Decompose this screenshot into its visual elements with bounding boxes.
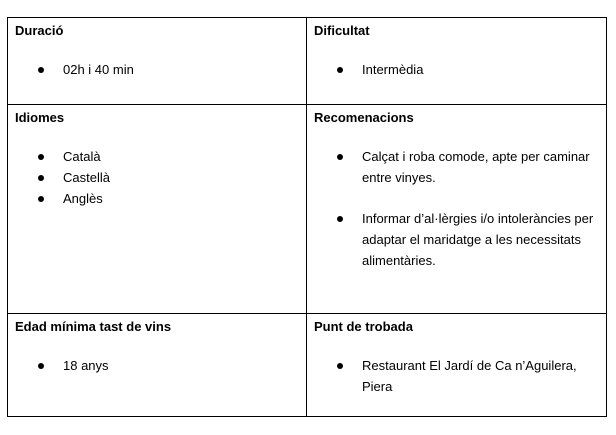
bullet-icon — [337, 216, 343, 222]
recommendations-cell — [307, 105, 607, 314]
languages-title: Idiomes — [15, 110, 65, 125]
duration-list — [15, 59, 298, 80]
meeting-point-list — [314, 355, 598, 397]
list-item — [314, 146, 598, 188]
recommendations-title: Recomenacions — [314, 110, 414, 125]
min-age-list — [15, 355, 298, 376]
duration-cell — [8, 18, 307, 105]
table-row — [8, 314, 607, 417]
bullet-icon — [38, 196, 44, 202]
bullet-icon — [337, 67, 343, 73]
list-item — [314, 208, 598, 271]
language-catalan: Català — [63, 149, 101, 164]
bullet-icon — [38, 154, 44, 160]
list-item — [15, 188, 298, 209]
min-age-title: Edad mínima tast de vins — [15, 319, 172, 334]
bullet-icon — [38, 363, 44, 369]
difficulty-list — [314, 59, 598, 80]
language-english: Anglès — [63, 191, 103, 206]
table-row — [8, 18, 607, 105]
languages-list — [15, 146, 298, 209]
bullet-icon — [337, 363, 343, 369]
meeting-point-value: Restaurant El Jardí de Ca n’Aguilera, Piera — [362, 358, 577, 394]
difficulty-value: Intermèdia — [362, 62, 424, 77]
bullet-icon — [38, 67, 44, 73]
meeting-point-cell — [307, 314, 607, 417]
recommendation-allergies: Informar d’al·lèrgies i/o intoleràncies per adaptar el maridatge a les necessitats alimentàries. — [362, 211, 594, 268]
info-table — [7, 17, 607, 417]
difficulty-cell — [307, 18, 607, 105]
table-row — [8, 105, 607, 314]
language-spanish: Castellà — [63, 170, 110, 185]
min-age-value: 18 anys — [63, 358, 109, 373]
duration-value: 02h i 40 min — [63, 62, 134, 77]
meeting-point-title: Punt de trobada — [314, 319, 413, 334]
difficulty-title: Dificultat — [314, 23, 370, 38]
list-item — [314, 355, 598, 397]
duration-title: Duració — [15, 23, 64, 38]
list-item — [15, 167, 298, 188]
list-item — [15, 146, 298, 167]
recommendations-list — [314, 146, 598, 271]
list-item — [15, 355, 298, 376]
bullet-icon — [337, 154, 343, 160]
bullet-icon — [38, 175, 44, 181]
list-item — [314, 59, 598, 80]
min-age-cell — [8, 314, 307, 417]
recommendation-clothing: Calçat i roba comode, apte per caminar entre vinyes. — [362, 149, 590, 185]
list-item — [15, 59, 298, 80]
languages-cell — [8, 105, 307, 314]
